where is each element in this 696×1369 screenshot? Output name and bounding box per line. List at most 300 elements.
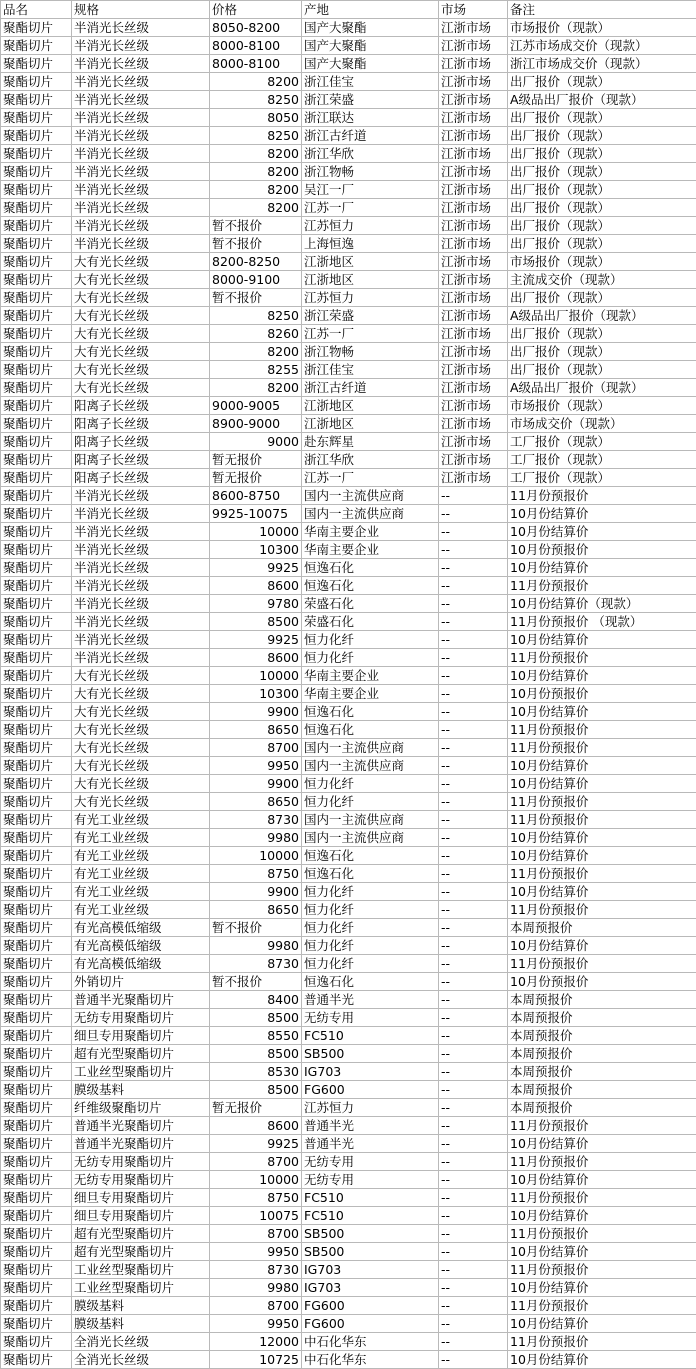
table-row (1, 829, 696, 847)
table-row (1, 1045, 696, 1063)
cell-market: -- (439, 631, 508, 649)
cell-origin: IG703 (302, 1261, 439, 1279)
cell-origin: 无纺专用 (302, 1153, 439, 1171)
cell-spec: 无纺专用聚酯切片 (72, 1153, 210, 1171)
cell-origin: 中石化华东 (302, 1351, 439, 1369)
cell-remark: 本周预报价 (508, 1081, 696, 1099)
cell-remark: 10月份预报价 (508, 973, 696, 991)
cell-market: -- (439, 541, 508, 559)
cell-spec: 大有光长丝级 (72, 667, 210, 685)
table-row (1, 1099, 696, 1117)
cell-spec: 半消光长丝级 (72, 37, 210, 55)
cell-spec: 细旦专用聚酯切片 (72, 1189, 210, 1207)
cell-remark: 工厂报价（现款） (508, 469, 696, 487)
cell-origin: 浙江佳宝 (302, 361, 439, 379)
cell-market: 江浙市场 (439, 415, 508, 433)
cell-spec: 膜级基料 (72, 1315, 210, 1333)
cell-origin: 国产大聚酯 (302, 37, 439, 55)
cell-price: 12000 (210, 1333, 302, 1351)
table-row (1, 955, 696, 973)
cell-spec: 半消光长丝级 (72, 631, 210, 649)
cell-market: 江浙市场 (439, 109, 508, 127)
cell-market: 江浙市场 (439, 361, 508, 379)
cell-remark: 本周预报价 (508, 919, 696, 937)
table-row (1, 703, 696, 721)
table-row (1, 163, 696, 181)
cell-price: 9980 (210, 829, 302, 847)
cell-origin: 国内一主流供应商 (302, 829, 439, 847)
cell-remark: 市场报价（现款） (508, 397, 696, 415)
cell-product-name: 聚酯切片 (1, 1045, 72, 1063)
cell-market: -- (439, 1189, 508, 1207)
cell-market: -- (439, 1153, 508, 1171)
cell-product-name: 聚酯切片 (1, 1081, 72, 1099)
cell-price: 10000 (210, 1171, 302, 1189)
cell-product-name: 聚酯切片 (1, 55, 72, 73)
cell-remark: 工厂报价（现款） (508, 433, 696, 451)
cell-origin: 恒力化纤 (302, 937, 439, 955)
cell-remark: 出厂报价（现款） (508, 145, 696, 163)
cell-spec: 大有光长丝级 (72, 775, 210, 793)
table-row (1, 1243, 696, 1261)
cell-remark: 10月份预报价 (508, 685, 696, 703)
cell-spec: 膜级基料 (72, 1297, 210, 1315)
cell-market: -- (439, 1333, 508, 1351)
cell-remark: 10月份结算价 (508, 1315, 696, 1333)
table-row (1, 739, 696, 757)
cell-market: -- (439, 523, 508, 541)
cell-market: 江浙市场 (439, 163, 508, 181)
cell-spec: 细旦专用聚酯切片 (72, 1207, 210, 1225)
cell-spec: 大有光长丝级 (72, 721, 210, 739)
cell-product-name: 聚酯切片 (1, 469, 72, 487)
cell-market: 江浙市场 (439, 451, 508, 469)
table-row (1, 37, 696, 55)
cell-spec: 普通半光聚酯切片 (72, 991, 210, 1009)
cell-product-name: 聚酯切片 (1, 415, 72, 433)
cell-spec: 半消光长丝级 (72, 541, 210, 559)
cell-origin: 恒逸石化 (302, 559, 439, 577)
table-row (1, 541, 696, 559)
cell-market: -- (439, 883, 508, 901)
cell-origin: 浙江物畅 (302, 343, 439, 361)
cell-market: 江浙市场 (439, 181, 508, 199)
cell-origin: 恒逸石化 (302, 865, 439, 883)
cell-spec: 半消光长丝级 (72, 73, 210, 91)
table-row (1, 559, 696, 577)
cell-price: 9780 (210, 595, 302, 613)
cell-price: 8600 (210, 577, 302, 595)
cell-origin: 普通半光 (302, 991, 439, 1009)
cell-market: -- (439, 1117, 508, 1135)
cell-product-name: 聚酯切片 (1, 487, 72, 505)
cell-price: 9925-10075 (210, 505, 302, 523)
cell-remark: 11月份预报价 （现款） (508, 613, 696, 631)
cell-origin: 中石化华东 (302, 1333, 439, 1351)
cell-spec: 无纺专用聚酯切片 (72, 1171, 210, 1189)
table-row (1, 289, 696, 307)
cell-remark: 出厂报价（现款） (508, 289, 696, 307)
table-row (1, 919, 696, 937)
table-row (1, 847, 696, 865)
cell-product-name: 聚酯切片 (1, 1153, 72, 1171)
cell-market: -- (439, 1243, 508, 1261)
cell-product-name: 聚酯切片 (1, 37, 72, 55)
cell-remark: 10月份结算价 (508, 1351, 696, 1369)
cell-market: 江浙市场 (439, 379, 508, 397)
cell-spec: 有光工业丝级 (72, 865, 210, 883)
cell-origin: 浙江古纤道 (302, 127, 439, 145)
table-row (1, 757, 696, 775)
cell-market: -- (439, 649, 508, 667)
table-row (1, 55, 696, 73)
cell-origin: 江浙地区 (302, 415, 439, 433)
cell-remark: 11月份预报价 (508, 1333, 696, 1351)
cell-spec: 细旦专用聚酯切片 (72, 1027, 210, 1045)
cell-price: 10000 (210, 667, 302, 685)
cell-product-name: 聚酯切片 (1, 1099, 72, 1117)
table-row (1, 325, 696, 343)
cell-origin: SB500 (302, 1243, 439, 1261)
cell-product-name: 聚酯切片 (1, 775, 72, 793)
table-row (1, 379, 696, 397)
cell-market: -- (439, 1027, 508, 1045)
cell-market: -- (439, 775, 508, 793)
cell-spec: 阳离子长丝级 (72, 469, 210, 487)
cell-origin: 江苏恒力 (302, 217, 439, 235)
table-row (1, 937, 696, 955)
cell-spec: 大有光长丝级 (72, 307, 210, 325)
cell-market: 江浙市场 (439, 469, 508, 487)
cell-market: 江浙市场 (439, 433, 508, 451)
cell-price: 9950 (210, 1315, 302, 1333)
cell-spec: 半消光长丝级 (72, 523, 210, 541)
cell-price: 10300 (210, 685, 302, 703)
cell-price: 8730 (210, 811, 302, 829)
table-row (1, 793, 696, 811)
cell-market: -- (439, 829, 508, 847)
cell-product-name: 聚酯切片 (1, 109, 72, 127)
cell-remark: 11月份预报价 (508, 811, 696, 829)
cell-origin: 恒力化纤 (302, 883, 439, 901)
cell-market: -- (439, 1297, 508, 1315)
cell-origin: 浙江华欣 (302, 451, 439, 469)
cell-origin: FG600 (302, 1297, 439, 1315)
cell-origin: 普通半光 (302, 1117, 439, 1135)
cell-spec: 大有光长丝级 (72, 685, 210, 703)
cell-price: 8050-8200 (210, 19, 302, 37)
table-row (1, 973, 696, 991)
cell-product-name: 聚酯切片 (1, 181, 72, 199)
cell-origin: IG703 (302, 1279, 439, 1297)
cell-price: 8250 (210, 91, 302, 109)
cell-remark: A级品出厂报价（现款） (508, 379, 696, 397)
cell-market: 江浙市场 (439, 127, 508, 145)
table-row (1, 1351, 696, 1369)
cell-market: 江浙市场 (439, 289, 508, 307)
cell-remark: 10月份结算价 (508, 775, 696, 793)
cell-price: 8000-8100 (210, 37, 302, 55)
cell-price: 8500 (210, 1009, 302, 1027)
table-row (1, 1117, 696, 1135)
cell-remark: 10月份结算价 (508, 703, 696, 721)
cell-origin: 江苏一厂 (302, 325, 439, 343)
table-row (1, 487, 696, 505)
price-table-body (1, 1, 696, 1369)
cell-spec: 膜级基料 (72, 1081, 210, 1099)
cell-origin: 江浙地区 (302, 397, 439, 415)
cell-remark: 浙江市场成交价（现款） (508, 55, 696, 73)
table-row (1, 595, 696, 613)
cell-spec: 半消光长丝级 (72, 127, 210, 145)
cell-remark: 出厂报价（现款） (508, 361, 696, 379)
cell-spec: 半消光长丝级 (72, 649, 210, 667)
cell-price: 9900 (210, 775, 302, 793)
cell-remark: 11月份预报价 (508, 865, 696, 883)
cell-product-name: 聚酯切片 (1, 379, 72, 397)
cell-origin: 恒逸石化 (302, 577, 439, 595)
cell-product-name: 聚酯切片 (1, 937, 72, 955)
cell-market: -- (439, 1261, 508, 1279)
cell-product-name: 聚酯切片 (1, 793, 72, 811)
table-row (1, 1063, 696, 1081)
cell-origin: 浙江联达 (302, 109, 439, 127)
cell-spec: 阳离子长丝级 (72, 397, 210, 415)
cell-price: 8650 (210, 721, 302, 739)
table-row (1, 73, 696, 91)
cell-origin: 浙江物畅 (302, 163, 439, 181)
cell-price: 8000-8100 (210, 55, 302, 73)
cell-product-name: 聚酯切片 (1, 1063, 72, 1081)
cell-spec: 半消光长丝级 (72, 595, 210, 613)
cell-origin: 国产大聚酯 (302, 55, 439, 73)
cell-market: -- (439, 1171, 508, 1189)
cell-spec: 大有光长丝级 (72, 289, 210, 307)
cell-origin: 浙江荣盛 (302, 307, 439, 325)
cell-product-name: 聚酯切片 (1, 739, 72, 757)
cell-price: 8730 (210, 1261, 302, 1279)
cell-spec: 大有光长丝级 (72, 793, 210, 811)
cell-spec: 半消光长丝级 (72, 181, 210, 199)
cell-product-name: 聚酯切片 (1, 1297, 72, 1315)
cell-remark: 10月份结算价 (508, 1243, 696, 1261)
cell-spec: 半消光长丝级 (72, 235, 210, 253)
cell-price: 9900 (210, 883, 302, 901)
table-row (1, 235, 696, 253)
table-row (1, 145, 696, 163)
cell-origin: 华南主要企业 (302, 667, 439, 685)
cell-price: 10725 (210, 1351, 302, 1369)
cell-origin: 荣盛石化 (302, 613, 439, 631)
table-row (1, 469, 696, 487)
cell-product-name: 聚酯切片 (1, 235, 72, 253)
cell-remark: 本周预报价 (508, 1063, 696, 1081)
cell-origin: FG600 (302, 1315, 439, 1333)
cell-remark: 10月份结算价 (508, 937, 696, 955)
cell-spec: 半消光长丝级 (72, 55, 210, 73)
cell-remark: 10月份预报价 (508, 541, 696, 559)
cell-price: 8200 (210, 181, 302, 199)
cell-product-name: 聚酯切片 (1, 757, 72, 775)
cell-remark: 10月份结算价 (508, 829, 696, 847)
cell-remark: 10月份结算价 (508, 667, 696, 685)
cell-product-name: 聚酯切片 (1, 829, 72, 847)
cell-price: 8200 (210, 199, 302, 217)
cell-origin: 普通半光 (302, 1135, 439, 1153)
header-row (1, 1, 696, 19)
cell-spec: 全消光长丝级 (72, 1333, 210, 1351)
cell-market: -- (439, 811, 508, 829)
cell-price: 8600-8750 (210, 487, 302, 505)
table-row (1, 415, 696, 433)
cell-origin: 国内一主流供应商 (302, 739, 439, 757)
cell-spec: 有光工业丝级 (72, 811, 210, 829)
table-row (1, 1297, 696, 1315)
cell-origin: 无纺专用 (302, 1009, 439, 1027)
cell-origin: 恒力化纤 (302, 631, 439, 649)
cell-remark: 出厂报价（现款） (508, 343, 696, 361)
cell-spec: 纤维级聚酯切片 (72, 1099, 210, 1117)
cell-price: 10000 (210, 523, 302, 541)
cell-remark: 出厂报价（现款） (508, 73, 696, 91)
cell-market: -- (439, 685, 508, 703)
cell-spec: 有光高模低缩级 (72, 937, 210, 955)
table-row (1, 1081, 696, 1099)
cell-remark: 10月份结算价 (508, 847, 696, 865)
table-row (1, 397, 696, 415)
cell-market: -- (439, 595, 508, 613)
cell-spec: 半消光长丝级 (72, 217, 210, 235)
cell-product-name: 聚酯切片 (1, 271, 72, 289)
cell-remark: 11月份预报价 (508, 721, 696, 739)
cell-remark: 出厂报价（现款） (508, 181, 696, 199)
cell-product-name: 聚酯切片 (1, 595, 72, 613)
cell-price: 8730 (210, 955, 302, 973)
cell-product-name: 聚酯切片 (1, 613, 72, 631)
cell-market: -- (439, 1009, 508, 1027)
cell-spec: 大有光长丝级 (72, 757, 210, 775)
cell-product-name: 聚酯切片 (1, 541, 72, 559)
cell-spec: 工业丝型聚酯切片 (72, 1279, 210, 1297)
table-row (1, 343, 696, 361)
cell-origin: IG703 (302, 1063, 439, 1081)
table-row (1, 991, 696, 1009)
cell-market: 江浙市场 (439, 37, 508, 55)
cell-remark: 11月份预报价 (508, 1261, 696, 1279)
cell-spec: 工业丝型聚酯切片 (72, 1063, 210, 1081)
cell-spec: 工业丝型聚酯切片 (72, 1261, 210, 1279)
cell-origin: 恒逸石化 (302, 847, 439, 865)
cell-origin: 恒力化纤 (302, 919, 439, 937)
cell-origin: 恒力化纤 (302, 793, 439, 811)
cell-spec: 半消光长丝级 (72, 19, 210, 37)
table-row (1, 505, 696, 523)
cell-price: 10075 (210, 1207, 302, 1225)
cell-spec: 大有光长丝级 (72, 703, 210, 721)
cell-remark: 主流成交价（现款） (508, 271, 696, 289)
cell-remark: 本周预报价 (508, 1009, 696, 1027)
table-row (1, 217, 696, 235)
table-row (1, 451, 696, 469)
cell-price: 暂不报价 (210, 919, 302, 937)
cell-market: -- (439, 667, 508, 685)
cell-product-name: 聚酯切片 (1, 127, 72, 145)
cell-product-name: 聚酯切片 (1, 163, 72, 181)
cell-origin: SB500 (302, 1225, 439, 1243)
cell-remark: 10月份结算价 (508, 1171, 696, 1189)
cell-price: 8200 (210, 145, 302, 163)
cell-spec: 超有光型聚酯切片 (72, 1045, 210, 1063)
cell-price: 8750 (210, 1189, 302, 1207)
table-row (1, 1027, 696, 1045)
cell-spec: 有光工业丝级 (72, 847, 210, 865)
cell-market: 江浙市场 (439, 271, 508, 289)
cell-spec: 半消光长丝级 (72, 199, 210, 217)
cell-price: 8200 (210, 379, 302, 397)
cell-origin: 江苏一厂 (302, 199, 439, 217)
cell-remark: 10月份结算价 (508, 883, 696, 901)
cell-origin: 吴江一厂 (302, 181, 439, 199)
cell-market: 江浙市场 (439, 73, 508, 91)
cell-price: 8600 (210, 649, 302, 667)
cell-origin: FC510 (302, 1207, 439, 1225)
cell-market: -- (439, 505, 508, 523)
cell-price: 9000 (210, 433, 302, 451)
cell-product-name: 聚酯切片 (1, 325, 72, 343)
cell-origin: 恒逸石化 (302, 973, 439, 991)
cell-product-name: 聚酯切片 (1, 973, 72, 991)
cell-price: 暂无报价 (210, 1099, 302, 1117)
cell-product-name: 聚酯切片 (1, 73, 72, 91)
table-row (1, 1171, 696, 1189)
cell-origin: SB500 (302, 1045, 439, 1063)
cell-product-name: 聚酯切片 (1, 811, 72, 829)
cell-remark: 11月份预报价 (508, 649, 696, 667)
cell-price: 9900 (210, 703, 302, 721)
cell-remark: 11月份预报价 (508, 1297, 696, 1315)
cell-market: -- (439, 847, 508, 865)
cell-product-name: 聚酯切片 (1, 217, 72, 235)
cell-price: 8500 (210, 613, 302, 631)
cell-market: 江浙市场 (439, 199, 508, 217)
cell-market: 江浙市场 (439, 55, 508, 73)
cell-market: -- (439, 1063, 508, 1081)
cell-spec: 半消光长丝级 (72, 559, 210, 577)
cell-product-name: 聚酯切片 (1, 145, 72, 163)
cell-remark: 出厂报价（现款） (508, 217, 696, 235)
table-row (1, 613, 696, 631)
cell-remark: 10月份结算价（现款） (508, 595, 696, 613)
cell-remark: 本周预报价 (508, 991, 696, 1009)
cell-product-name: 聚酯切片 (1, 361, 72, 379)
table-row (1, 1153, 696, 1171)
cell-price: 10300 (210, 541, 302, 559)
cell-origin: 江浙地区 (302, 253, 439, 271)
cell-remark: 出厂报价（现款） (508, 199, 696, 217)
cell-product-name: 聚酯切片 (1, 631, 72, 649)
cell-origin: 华南主要企业 (302, 685, 439, 703)
cell-market: 江浙市场 (439, 343, 508, 361)
table-row (1, 109, 696, 127)
cell-product-name: 聚酯切片 (1, 577, 72, 595)
cell-market: -- (439, 1315, 508, 1333)
cell-product-name: 聚酯切片 (1, 865, 72, 883)
cell-product-name: 聚酯切片 (1, 1333, 72, 1351)
cell-origin: 浙江古纤道 (302, 379, 439, 397)
table-row (1, 433, 696, 451)
cell-product-name: 聚酯切片 (1, 253, 72, 271)
cell-product-name: 聚酯切片 (1, 1117, 72, 1135)
